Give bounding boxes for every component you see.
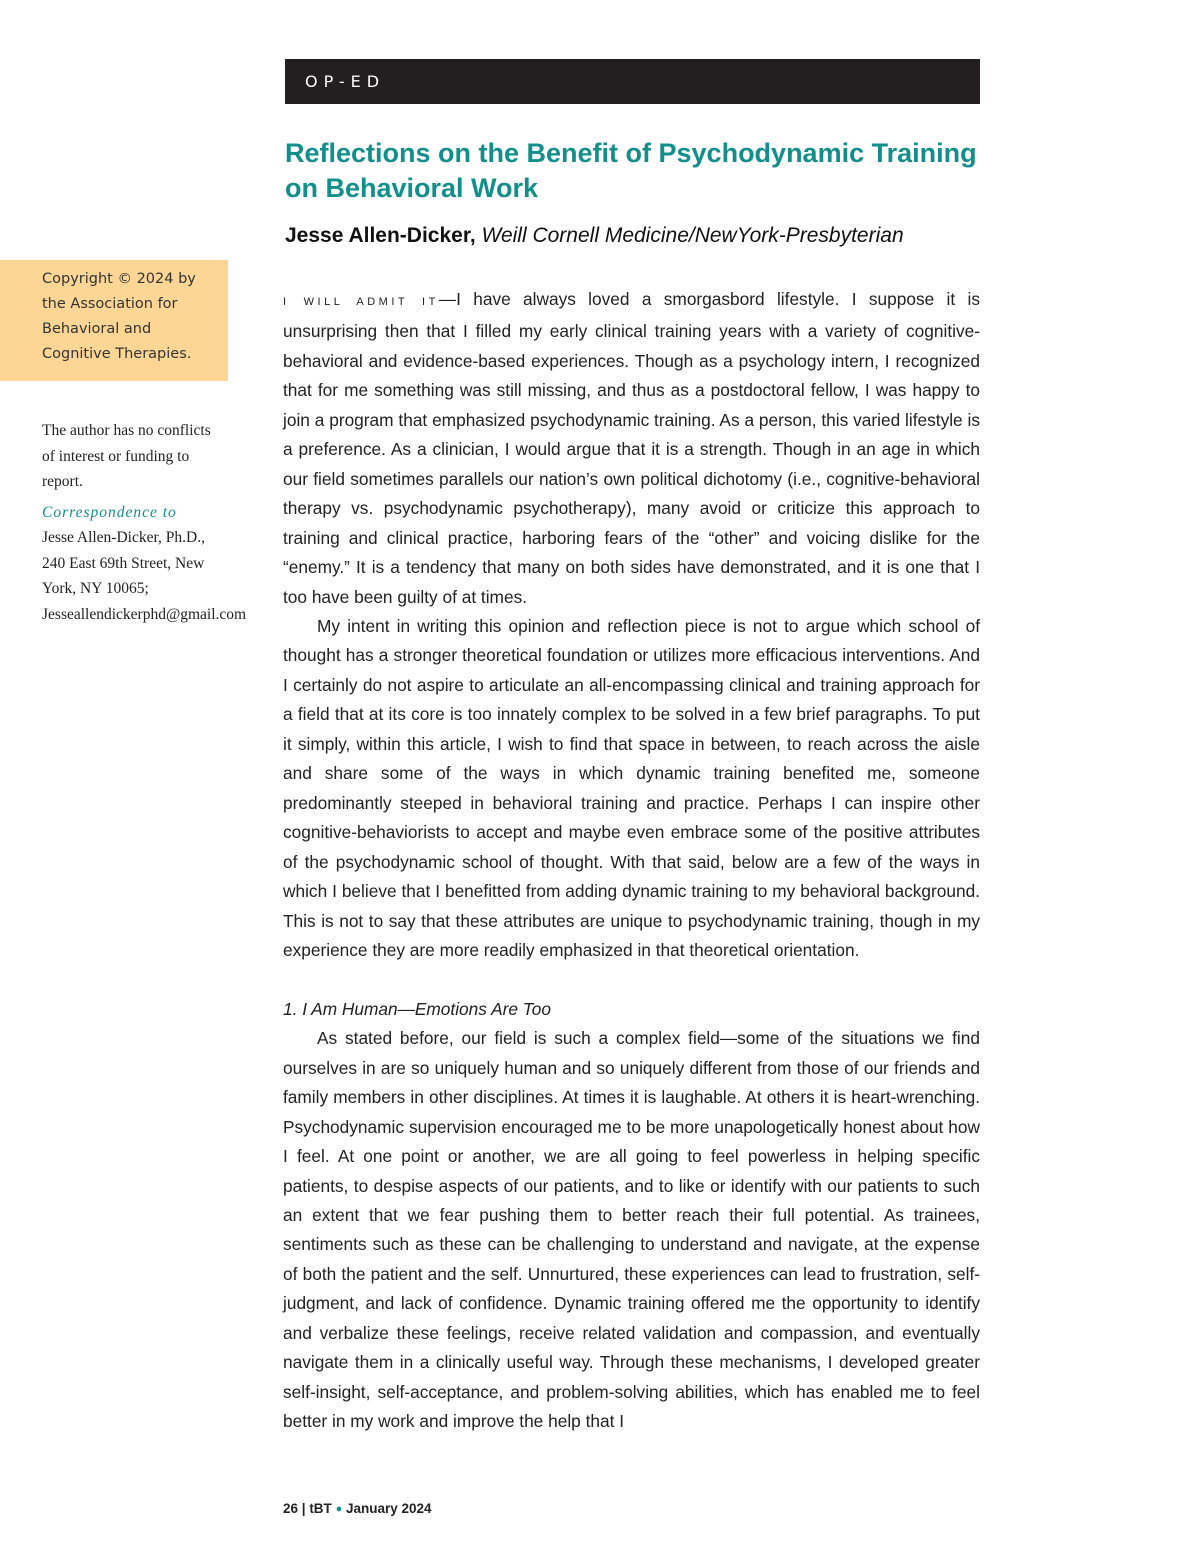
- page-footer: [283, 1501, 432, 1516]
- bullet-dot-icon: ●: [335, 1503, 343, 1515]
- paragraph-2: My intent in writing this opinion and reflection piece is not to argue which school of thought has a stronger theoretical foundation or utilizes more efficacious interventions. And I certainly do not aspire to articulate an all-encompassing clinical and training approach for a field that at its core is too innately complex to be solved in a few brief paragraphs. To put it simply, within this article, I wish to find that space in between, to reach across the aisle and share some of the ways in which dynamic training benefited me, someone predominantly steeped in behavioral training and practice. Perhaps I can inspire other cognitive-behaviorists to accept and maybe even embrace some of the positive attributes of the psychodynamic school of thought. With that said, below are a few of the ways in which I believe that I benefitted from adding dynamic training to my behavioral background. This is not to say that these attributes are unique to psychodynamic training, though in my experience they are more readily emphasized in that theoretical orientation.: [283, 615, 980, 960]
- article-title: Reflections on the Benefit of Psychodynamic Training on Behavioral Work: [285, 138, 977, 203]
- lead-in: I WILL ADMIT IT: [283, 296, 439, 308]
- author-notes-sidebar: [42, 418, 247, 627]
- correspondence-label: Correspondence to: [42, 503, 177, 521]
- paragraph-3: As stated before, our field is such a complex field—some of the situations we find ourselves in are so uniquely human and so uniquely different from those of our friends and family members in other disciplines. At times it is laughable. At others it is heart-wrenching. Psychodynamic supervision encouraged me to be more unapologetically honest about how I feel. At one point or another, we are all going to feel powerless in helping specific patients, to despise aspects of our patients, and to like or identify with our patients to such an extent that we fear pushing them to better reach their full potential. As trainees, sentiments such as these can be challenging to understand and navigate, at the expense of both the patient and the self. Unnurtured, these experiences can lead to frustration, self-judgment, and lack of confidence. Dynamic training offered me the opportunity to identify and verbalize these feelings, receive related validation and compassion, and eventually navigate them in a clinically useful way. Through these mechanisms, I developed greater self-insight, self-acceptance, and problem-solving abilities, which has enabled me to feel better in my work and improve the help that I: [283, 1028, 980, 1432]
- correspondence-address: Jesse Allen-Dicker, Ph.D., 240 East 69th Street, New York, NY 10065; Jesseallendickerphd@gmail.com: [42, 529, 247, 623]
- journal-name: tBT: [309, 1501, 332, 1516]
- byline: [285, 222, 1005, 250]
- paragraph-1: [283, 285, 980, 612]
- author-affiliation: Weill Cornell Medicine/NewYork-Presbyterian: [481, 224, 904, 247]
- conflicts-statement: The author has no conflicts of interest or funding to report.: [42, 422, 211, 490]
- page-number: 26 |: [283, 1501, 306, 1516]
- copyright-notice: Copyright © 2024 by the Association for Behavioral and Cognitive Therapies.: [0, 260, 228, 381]
- author-name: Jesse Allen-Dicker,: [285, 224, 476, 247]
- section-label: OP-ED: [285, 59, 980, 104]
- issue-date: January 2024: [346, 1501, 432, 1516]
- paragraph-1-text: —I have always loved a smorgasbord lifestyle. I suppose it is unsurprising then that I filled my early clinical training years with a variety of cognitive-behavioral and evidence-based experiences. Though as a psychology intern, I recognized that for me something was still missing, and thus as a postdoctoral fellow, I was happy to join a program that emphasized psychodynamic training. As a person, this varied lifestyle is a preference. As a clinician, I would argue that it is a strength. Though in an age in which our field sometimes parallels our nation’s own political dichotomy (i.e., cognitive-behavioral therapy vs. psychodynamic psychotherapy), many avoid or criticize this approach to training and clinical practice, harboring fears of the “other” and voicing dislike for the “enemy.” It is a tendency that many on both sides have demonstrated, and it is one that I too have been guilty of at times.: [283, 289, 980, 607]
- section-heading-1: 1. I Am Human—Emotions Are Too: [283, 998, 551, 1019]
- article-body: [283, 285, 980, 1437]
